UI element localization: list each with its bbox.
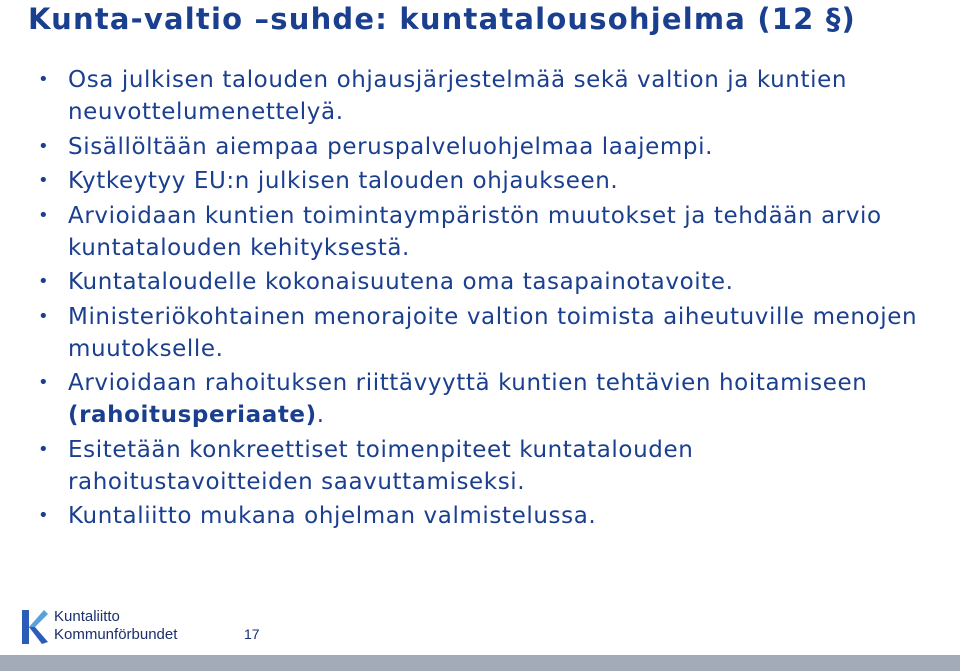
bullet-item (38, 500, 943, 532)
bullet-list (38, 64, 943, 535)
bullet-item (38, 131, 943, 163)
bullet-item (38, 64, 943, 128)
bullet-dot-icon: • (38, 372, 50, 393)
bullet-dot-icon: • (38, 305, 50, 327)
bullet-text: Arvioidaan rahoituksen riittävyyttä kuntien tehtävien hoitamiseen (68, 370, 868, 396)
bullet-bold-text: (rahoitusperiaate) (68, 402, 317, 428)
bullet-text: Ministeriökohtainen menorajoite valtion toimista aiheutuville menojen muutokselle. (68, 303, 918, 362)
bullet-dot-icon: • (38, 204, 50, 226)
bullet-item (38, 434, 943, 498)
bullet-text: Kuntataloudelle kokonaisuutena oma tasapainotavoite. (68, 269, 734, 295)
bullet-item (38, 266, 943, 298)
bullet-text: Kuntaliitto mukana ohjelman valmistelussa. (68, 503, 597, 529)
bullet-text-end: . (316, 402, 325, 428)
logo-line-2: Kommunförbundet (54, 626, 178, 643)
kuntaliitto-logo-icon (22, 608, 48, 646)
bullet-item (38, 200, 943, 264)
bullet-item (38, 165, 943, 197)
bullet-dot-icon: • (38, 69, 50, 90)
logo-line-1: Kuntaliitto (54, 608, 120, 625)
bullet-text: Esitetään konkreettiset toimenpiteet kuntatalouden rahoitustavoitteiden saavuttamiseksi. (68, 436, 694, 495)
bullet-text: Osa julkisen talouden ohjausjärjestelmää sekä valtion ja kuntien neuvottelumenettelyä. (68, 67, 848, 125)
bullet-item (38, 301, 943, 365)
bullet-item (38, 367, 943, 431)
footer-bar (0, 655, 960, 671)
bullet-text: Arvioidaan kuntien toimintaympäristön muutokset ja tehdään arvio kuntatalouden kehityksestä. (68, 202, 882, 261)
bullet-dot-icon: • (38, 438, 50, 460)
kuntaliitto-logo (22, 606, 192, 648)
page-number: 17 (244, 626, 260, 642)
logo-text (54, 608, 177, 644)
bullet-dot-icon: • (38, 505, 50, 526)
bullet-dot-icon: • (38, 170, 50, 191)
bullet-dot-icon: • (38, 271, 50, 292)
bullet-text: Kytkeytyy EU:n julkisen talouden ohjaukseen. (68, 168, 619, 194)
slide-title: Kunta-valtio –suhde: kuntatalousohjelma (12 §) (28, 2, 857, 36)
bullet-text: Sisällöltään aiempaa peruspalveluohjelmaa laajempi. (68, 133, 714, 160)
bullet-dot-icon: • (38, 135, 50, 157)
